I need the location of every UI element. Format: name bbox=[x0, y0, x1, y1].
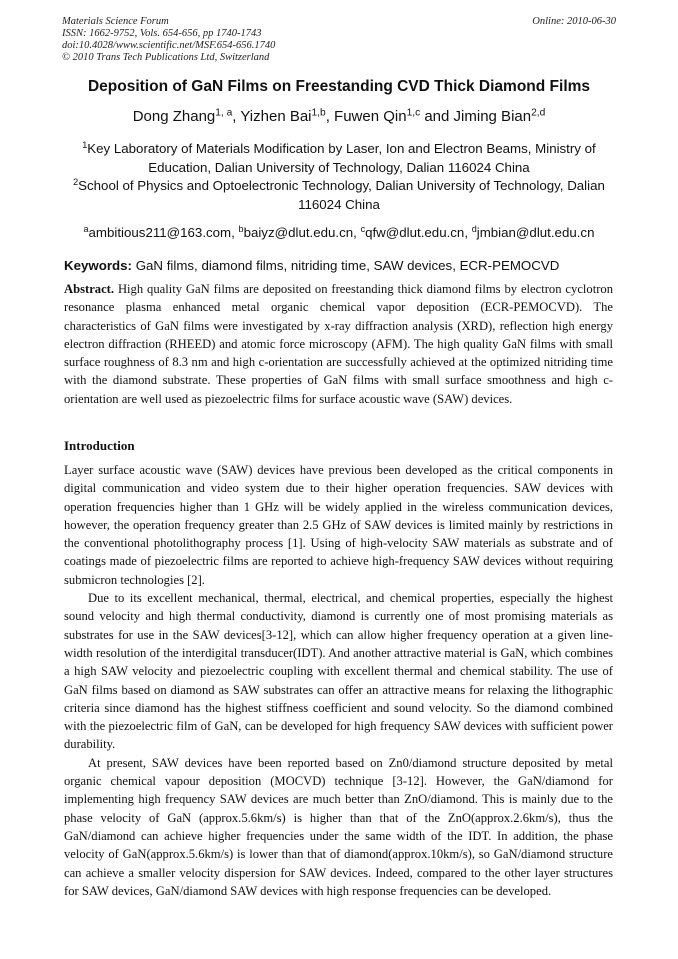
affiliation-mark: 1 bbox=[82, 140, 88, 151]
journal-header bbox=[62, 16, 616, 64]
body-paragraph: At present, SAW devices have been reported based on Zn0/diamond structure deposited by metal organic chemical vapour deposition (MOCVD) technique [3-12]. However, the GaN/diamond for implementing high frequency SAW devices are much better than ZnO/diamond. This is mainly due to the phase velocity of GaN (approx.5.6km/s) is higher than that of the ZnO(approx.2.6km/s), thus the GaN/diamond can achieve higher frequencies under the same width of the IDT. In addition, the phase velocity of GaN(approx.5.6km/s) is lower than that of diamond(approx.10km/s), so GaN/diamond structure can achieve a smaller velocity dispersion for SAW devices. Indeed, compared to the other layer structures for SAW devices, GaN/diamond SAW devices with high response frequencies can be developed. bbox=[64, 755, 613, 898]
email-separator: , bbox=[353, 225, 361, 240]
email-address[interactable]: ambitious211@163.com bbox=[88, 225, 232, 240]
journal-name: Materials Science Forum bbox=[62, 16, 169, 27]
email-mark: d bbox=[471, 224, 477, 235]
abstract-text: High quality GaN films are deposited on freestanding thick diamond films by electron cyclotron resonance plasma enhanced metal organic chemical vapor deposition (ECR-PEMOCVD). The characteristics of GaN films were investigated by x-ray diffraction analysis (XRD), reflection high energy electron diffraction (RHEED) and atomic force microscopy (AFM). The high quality GaN films with small surface roughness of 8.3 nm and high c-orientation are successfully achieved at the optimized nitriding time with the diamond substrate. These properties of GaN films with small surface smoothness and high c-orientation are well used as piezoelectric films for surface acoustic wave (SAW) devices. bbox=[64, 282, 613, 406]
keywords-text: GaN films, diamond films, nitriding time, SAW devices, ECR-PEMOCVD bbox=[135, 258, 560, 273]
author-affil-mark: 2,d bbox=[531, 107, 546, 119]
issn-line: ISSN: 1662-9752, Vols. 654-656, pp 1740-1743 bbox=[62, 28, 262, 39]
email-address[interactable]: jmbian@dlut.edu.cn bbox=[476, 225, 595, 240]
introduction-body bbox=[64, 461, 613, 900]
body-paragraph: Layer surface acoustic wave (SAW) devices have previous been developed as the critical components in digital communication and video system due to their higher operation frequencies. SAW devices with operation frequencies higher than 1 GHz will be widely applied in the wireless communication devices, however, the operation frequency greater than 2.5 GHz of SAW devices is limited mainly by restrictions in the conventional photolithography process [1]. Using of high-velocity SAW materials as substrate and of coatings made of piezoelectric films are reported to achieve high-frequency SAW devices without requiring submicron technologies [2]. bbox=[64, 463, 613, 587]
email-mark: b bbox=[238, 224, 244, 235]
author-affil-mark: 1, a bbox=[215, 107, 233, 119]
affiliation-mark: 2 bbox=[73, 177, 79, 188]
author-name: Fuwen Qin bbox=[334, 108, 407, 125]
author-name: Dong Zhang bbox=[132, 108, 216, 125]
email-separator: , bbox=[231, 225, 239, 240]
email-address[interactable]: qfw@dlut.edu.cn bbox=[365, 225, 465, 240]
author-separator: , bbox=[325, 108, 335, 125]
author-name: Yizhen Bai bbox=[240, 108, 312, 125]
email-mark: a bbox=[83, 224, 89, 235]
affiliation-text: Key Laboratory of Materials Modification by Laser, Ion and Electron Beams, Ministry of Education, Dalian University of Technology, Dalian 116024 China bbox=[87, 141, 596, 175]
author-affil-mark: 1,b bbox=[311, 107, 326, 119]
affiliation-text: School of Physics and Optoelectronic Technology, Dalian University of Technology, Dalian 116024 China bbox=[78, 178, 605, 212]
email-separator: , bbox=[464, 225, 472, 240]
online-date: Online: 2010-06-30 bbox=[532, 16, 616, 27]
affiliation-list bbox=[62, 140, 616, 214]
email-list bbox=[40, 225, 638, 240]
abstract-label: Abstract. bbox=[64, 282, 115, 296]
doi-link[interactable]: doi:10.4028/www.scientific.net/MSF.654-656.1740 bbox=[62, 40, 276, 51]
author-name: Jiming Bian bbox=[453, 108, 532, 125]
section-heading-introduction: Introduction bbox=[64, 438, 135, 453]
author-separator: , bbox=[232, 108, 241, 125]
keywords bbox=[64, 258, 624, 273]
copyright-line: © 2010 Trans Tech Publications Ltd, Switzerland bbox=[62, 52, 270, 63]
body-paragraph: Due to its excellent mechanical, thermal, electrical, and chemical properties, especially the highest sound velocity and high thermal conductivity, diamond is currently one of most promising materials as substrates for use in the SAW devices[3-12], which can allow higher frequency operation at a given line-width resolution of the interdigital transducer(IDT). And another attractive material is GaN, which combines a high SAW velocity and piezoelectric coupling with excellent thermal and chemical stability. The use of GaN films based on diamond as SAW substrates can offer an attractive means for relaxing the lithographic criteria since diamond has the highest stiffness coefficient and sound velocity. So the diamond combined with the piezoelectric film of GaN, can be developed for high frequency SAW devices with sufficient power durability. bbox=[64, 591, 613, 752]
paper-title: Deposition of GaN Films on Freestanding CVD Thick Diamond Films bbox=[87, 78, 591, 95]
abstract bbox=[64, 280, 613, 408]
keywords-label: Keywords: bbox=[64, 258, 132, 273]
author-affil-mark: 1,c bbox=[406, 107, 421, 119]
author-list bbox=[40, 108, 638, 125]
email-mark: c bbox=[360, 224, 366, 235]
author-separator: and bbox=[420, 108, 454, 125]
affiliation bbox=[62, 177, 616, 214]
email-address[interactable]: baiyz@dlut.edu.cn bbox=[243, 225, 354, 240]
affiliation bbox=[62, 140, 616, 177]
